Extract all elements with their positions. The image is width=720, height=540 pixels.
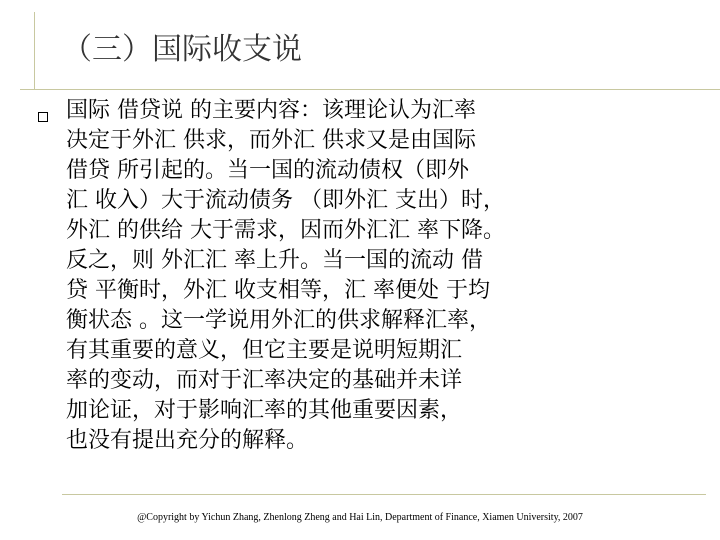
body-line: 汇 收入）大于流动债务 （即外汇 支出）时， [66, 188, 505, 213]
body-paragraph [66, 96, 624, 456]
bullet-square-icon [38, 112, 48, 122]
body-line: 决定于外汇 供求，而外汇 供求又是由国际 [66, 128, 476, 153]
frame-vertical-rule [34, 12, 35, 90]
slide-title: （三）国际收支说 [62, 32, 302, 67]
body-line: 贷 平衡时，外汇 收支相等，汇 率便处 于均 [66, 278, 490, 303]
body-line: 也没有提出充分的解释。 [66, 428, 309, 453]
copyright-footer: @Copyright by Yichun Zhang, Zhenlong Zheng and Hai Lin, Department of Finance, Xiamen University, 2007 [137, 512, 583, 523]
body-line: 衡状态 。这一学说用外汇的供求解释汇率， [66, 308, 491, 333]
body-line: 国际 借贷说 的主要内容：该理论认为汇率 [66, 98, 476, 123]
title-underline-rule [20, 89, 720, 90]
body-line: 有其重要的意义，但它主要是说明短期汇 [66, 338, 463, 363]
body-line: 外汇 的供给 大于需求，因而外汇汇 率下降。 [66, 218, 505, 243]
body-line: 借贷 所引起的。当一国的流动债权（即外 [66, 158, 469, 183]
body-line: 率的变动，而对于汇率决定的基础并未详 [66, 368, 463, 393]
footer-rule [62, 494, 706, 495]
body-line: 加论证，对于影响汇率的其他重要因素， [66, 398, 463, 423]
body-line: 反之，则 外汇汇 率上升。当一国的流动 借 [66, 248, 483, 273]
